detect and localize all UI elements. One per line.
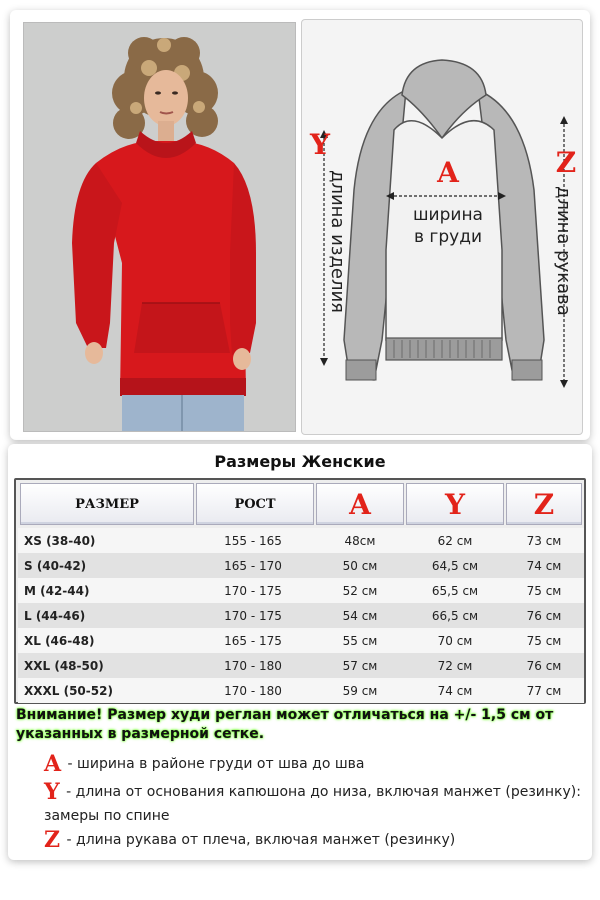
cell-z: 75 см xyxy=(526,634,562,648)
length-label: длина изделия xyxy=(327,170,348,313)
legend-a-letter: A xyxy=(44,751,62,777)
header-size-label: РАЗМЕР xyxy=(75,496,139,512)
header-y xyxy=(406,483,504,525)
cell-size: XXL (48-50) xyxy=(24,659,104,673)
hoodie-outline xyxy=(302,20,583,435)
cell-size: M (42-44) xyxy=(24,584,90,598)
cell-z: 74 см xyxy=(526,559,562,573)
table-title: Размеры Женские xyxy=(214,452,386,471)
legend-a-text: - ширина в районе груди от шва до шва xyxy=(67,756,365,772)
table-row xyxy=(18,553,584,578)
model-photo xyxy=(23,22,296,432)
legend-y-letter: Y xyxy=(44,779,60,805)
table-row xyxy=(18,678,584,703)
top-card xyxy=(10,10,590,440)
cell-height: 170 - 180 xyxy=(224,684,282,698)
letter-y: Y xyxy=(310,128,330,161)
cell-a: 59 см xyxy=(342,684,378,698)
cell-size: XXXL (50-52) xyxy=(24,684,113,698)
cell-a: 48см xyxy=(344,534,376,548)
legend-z-text: - длина рукава от плеча, включая манжет (резинку) xyxy=(66,832,456,848)
cell-height: 170 - 180 xyxy=(224,659,282,673)
cell-y: 66,5 см xyxy=(431,609,479,623)
legend-a xyxy=(44,752,584,776)
table-row xyxy=(18,653,584,678)
chest-label-line1: ширина xyxy=(413,205,483,225)
chest-label-line2: в груди xyxy=(413,227,483,247)
cell-size: L (44-46) xyxy=(24,609,86,623)
cell-z: 76 см xyxy=(526,609,562,623)
cell-z: 77 см xyxy=(526,684,562,698)
cell-y: 62 см xyxy=(437,534,473,548)
letter-a: A xyxy=(437,156,459,189)
header-height xyxy=(196,483,314,525)
table-header xyxy=(20,483,582,525)
cell-size: S (40-42) xyxy=(24,559,87,573)
header-y-label: Y xyxy=(445,487,465,521)
bottom-card xyxy=(8,444,592,860)
cell-height: 170 - 175 xyxy=(224,609,282,623)
table-row xyxy=(18,528,584,553)
cell-a: 54 см xyxy=(342,609,378,623)
cell-height: 165 - 175 xyxy=(224,634,282,648)
cell-a: 57 см xyxy=(342,659,378,673)
cell-y: 72 см xyxy=(437,659,473,673)
cell-height: 165 - 170 xyxy=(224,559,282,573)
header-size xyxy=(20,483,194,525)
cell-height: 155 - 165 xyxy=(224,534,282,548)
cell-z: 73 см xyxy=(526,534,562,548)
cell-y: 70 см xyxy=(437,634,473,648)
table-row xyxy=(18,603,584,628)
header-a xyxy=(316,483,404,525)
cell-a: 52 см xyxy=(342,584,378,598)
cell-y: 65,5 см xyxy=(431,584,479,598)
legend-y-text: - длина от основания капюшона до низа, включая манжет (резинку): замеры по спине xyxy=(44,784,581,824)
cell-a: 55 см xyxy=(342,634,378,648)
measurement-diagram xyxy=(301,19,583,435)
legend-z xyxy=(44,828,584,852)
header-z xyxy=(506,483,582,525)
header-a-label: A xyxy=(349,487,371,521)
cell-z: 76 см xyxy=(526,659,562,673)
table-row xyxy=(18,578,584,603)
cell-z: 75 см xyxy=(526,584,562,598)
legend-z-letter: Z xyxy=(44,827,61,853)
cell-size: XS (38-40) xyxy=(24,534,96,548)
table-row xyxy=(18,628,584,653)
header-z-label: Z xyxy=(533,487,555,521)
cell-y: 74 см xyxy=(437,684,473,698)
cell-y: 64,5 см xyxy=(431,559,479,573)
letter-z: Z xyxy=(555,146,577,179)
cell-a: 50 см xyxy=(342,559,378,573)
cell-height: 170 - 175 xyxy=(224,584,282,598)
size-warning: Внимание! Размер худи реглан может отличаться на +/- 1,5 см от указанных в размерной сетке. xyxy=(16,707,554,742)
sleeve-label: длина рукава xyxy=(553,186,574,316)
cell-size: XL (46-48) xyxy=(24,634,95,648)
model-illustration xyxy=(24,23,296,432)
legend-y xyxy=(44,780,584,828)
size-table xyxy=(14,478,586,704)
header-height-label: РОСТ xyxy=(234,496,276,512)
